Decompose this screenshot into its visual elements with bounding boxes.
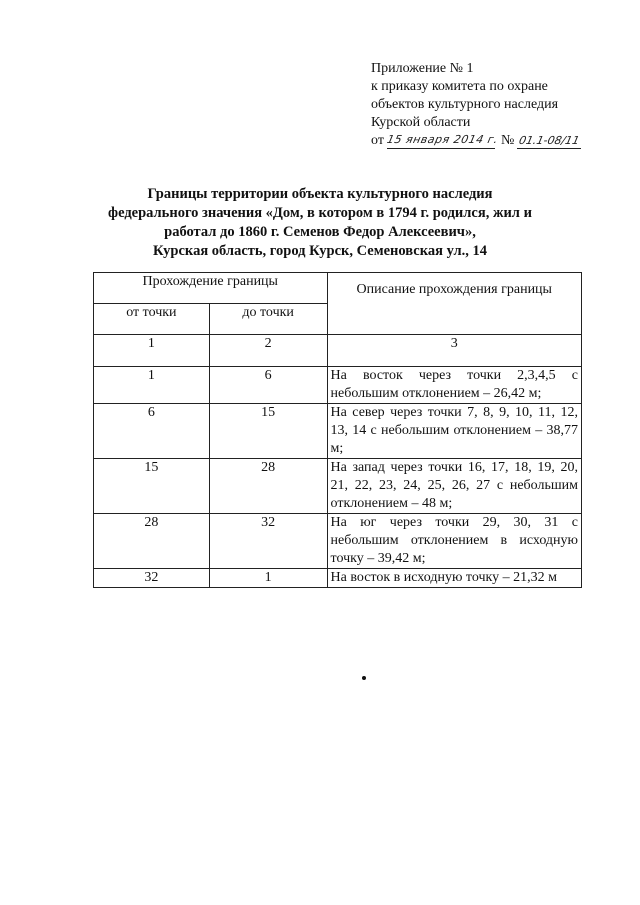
appendix-block xyxy=(371,60,611,152)
column-number-row xyxy=(94,335,582,367)
from-point-cell: 6 xyxy=(94,404,210,459)
header-to-point: до точки xyxy=(209,304,327,335)
description-cell: На север через точки 7, 8, 9, 10, 11, 12, 13, 14 с небольшим отклонением – 38,77 м; xyxy=(327,404,581,459)
to-point-cell: 28 xyxy=(209,459,327,514)
header-passage: Прохождение границы xyxy=(94,273,328,304)
number-label: № xyxy=(501,133,515,148)
handwritten-number: 01.1-08/11 xyxy=(517,134,581,147)
table-row xyxy=(94,459,582,514)
table-row xyxy=(94,569,582,588)
title-line-3: работал до 1860 г. Семенов Федор Алексеевич», xyxy=(164,224,476,240)
stray-dot-mark xyxy=(362,676,366,680)
to-point-cell: 15 xyxy=(209,404,327,459)
table-header-row xyxy=(94,273,582,304)
table-row xyxy=(94,367,582,404)
description-cell: На юг через точки 29, 30, 31 с небольшим отклонением в исходную точку – 39,42 м; xyxy=(327,514,581,569)
from-label: от xyxy=(371,133,384,148)
from-point-cell: 15 xyxy=(94,459,210,514)
header-from-point: от точки xyxy=(94,304,210,335)
appendix-committee-line: объектов культурного наследия xyxy=(371,97,559,112)
from-point-cell: 1 xyxy=(94,367,210,404)
appendix-date-number-line xyxy=(371,132,611,152)
column-number: 1 xyxy=(94,335,210,367)
description-cell: На восток в исходную точку – 21,32 м xyxy=(327,569,581,588)
to-point-cell: 32 xyxy=(209,514,327,569)
title-line-2: федерального значения «Дом, в котором в 1794 г. родился, жил и xyxy=(108,205,532,221)
appendix-title: Приложение № 1 xyxy=(371,61,474,76)
appendix-region-line: Курской области xyxy=(371,115,471,130)
appendix-order-line: к приказу комитета по охране xyxy=(371,79,548,94)
column-number: 3 xyxy=(327,335,581,367)
description-cell: На восток через точки 2,3,4,5 с небольшим отклонением – 26,42 м; xyxy=(327,367,581,404)
document-title xyxy=(80,185,560,261)
from-point-cell: 32 xyxy=(94,569,210,588)
title-line-4: Курская область, город Курск, Семеновская ул., 14 xyxy=(153,243,487,259)
boundary-table xyxy=(93,272,582,588)
from-point-cell: 28 xyxy=(94,514,210,569)
header-description: Описание прохождения границы xyxy=(327,273,581,335)
handwritten-date: 15 января 2014 г. xyxy=(385,133,500,146)
title-line-1: Границы территории объекта культурного наследия xyxy=(147,186,493,202)
table-row xyxy=(94,404,582,459)
to-point-cell: 6 xyxy=(209,367,327,404)
date-underline xyxy=(387,148,495,149)
column-number: 2 xyxy=(209,335,327,367)
to-point-cell: 1 xyxy=(209,569,327,588)
description-cell: На запад через точки 16, 17, 18, 19, 20, 21, 22, 23, 24, 25, 26, 27 с небольшим отклонением – 48 м; xyxy=(327,459,581,514)
number-underline xyxy=(517,148,581,149)
table-row xyxy=(94,514,582,569)
